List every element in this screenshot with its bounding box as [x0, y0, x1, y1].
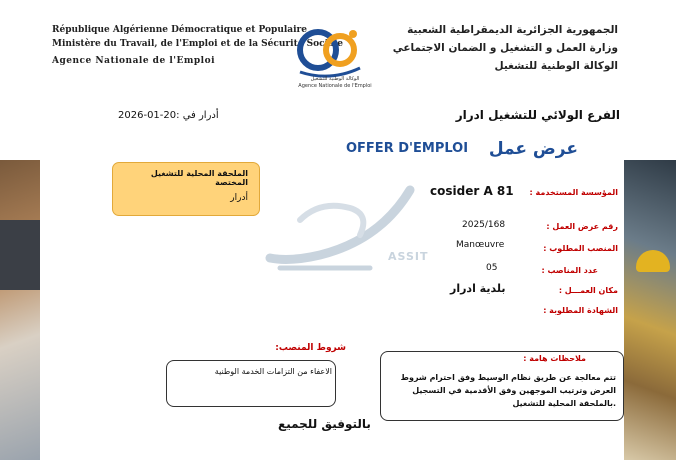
logo-caption-ar: الوكالة الوطنية للتشغيل	[310, 76, 360, 82]
notes-text	[392, 371, 616, 410]
header-fr-line3: Agence Nationale de l'Emploi	[52, 56, 216, 66]
conditions-text: الاعفاء من التزامات الخدمة الوطنية	[214, 367, 332, 376]
header-ar-line2: وزارة العمل و التشغيل و الضمان الاجتماعي	[392, 42, 618, 54]
notes-line-2: العرض وترتيب الموجهين وفق الأقدمية في التسجيل	[412, 386, 616, 395]
header-ar-line1: الجمهورية الجزائرية الديمقراطية الشعبية	[407, 24, 618, 36]
watermark-text: ASSIT	[388, 250, 429, 263]
closing-text: بالتوفيق للجميع	[278, 417, 371, 431]
branch-name: الفرع الولائي للتشغيل ادرار	[455, 108, 620, 122]
helmet-icon	[636, 250, 670, 272]
offer-number-value: 2025/168	[462, 220, 506, 230]
logo-caption-fr: Agence Nationale de l'Emploi	[298, 83, 372, 89]
notes-line-1: تتم معالجة عن طريق نظام الوسيط وفق احترام شروط	[400, 373, 616, 382]
workplace-value: بلدية ادرار	[450, 282, 506, 295]
employer-label: المؤسسة المستخدمة :	[529, 188, 618, 197]
handshake-photo	[0, 160, 40, 460]
title-french: OFFER D'EMPLOI	[346, 141, 469, 156]
worker-photo	[624, 160, 676, 460]
notes-line-3: .بالملحقة المحلية للتشغيل	[512, 399, 616, 408]
workplace-label: مكان العمـــل :	[558, 286, 618, 295]
local-agency-title: الملحقة المحلية للتشغيل المختصة	[150, 169, 248, 187]
date-line: أدرار في :20-01-2026	[118, 110, 219, 121]
posts-count-value: 05	[486, 263, 498, 273]
notes-title: ملاحظات هامة :	[523, 354, 586, 363]
offer-number-label: رقم عرض العمل :	[546, 222, 618, 231]
header-fr-line1: République Algérienne Démocratique et Populaire	[52, 25, 308, 35]
posts-count-label: عدد المناصب :	[541, 266, 598, 275]
header-fr-line2: Ministère du Travail, de l'Emploi et de la Sécurité Sociale	[52, 39, 343, 49]
local-agency-value: أدرار	[230, 193, 248, 203]
title-arabic: عرض عمل	[488, 139, 578, 159]
conditions-title: شروط المنصب:	[275, 343, 346, 353]
employer-value: cosider A 81	[430, 184, 514, 198]
position-value: Manœuvre	[456, 240, 505, 250]
header-ar-line3: الوكالة الوطنية للتشغيل	[494, 60, 618, 72]
position-label: المنصب المطلوب :	[543, 244, 618, 253]
certificate-label: الشهادة المطلوبة :	[543, 306, 618, 315]
